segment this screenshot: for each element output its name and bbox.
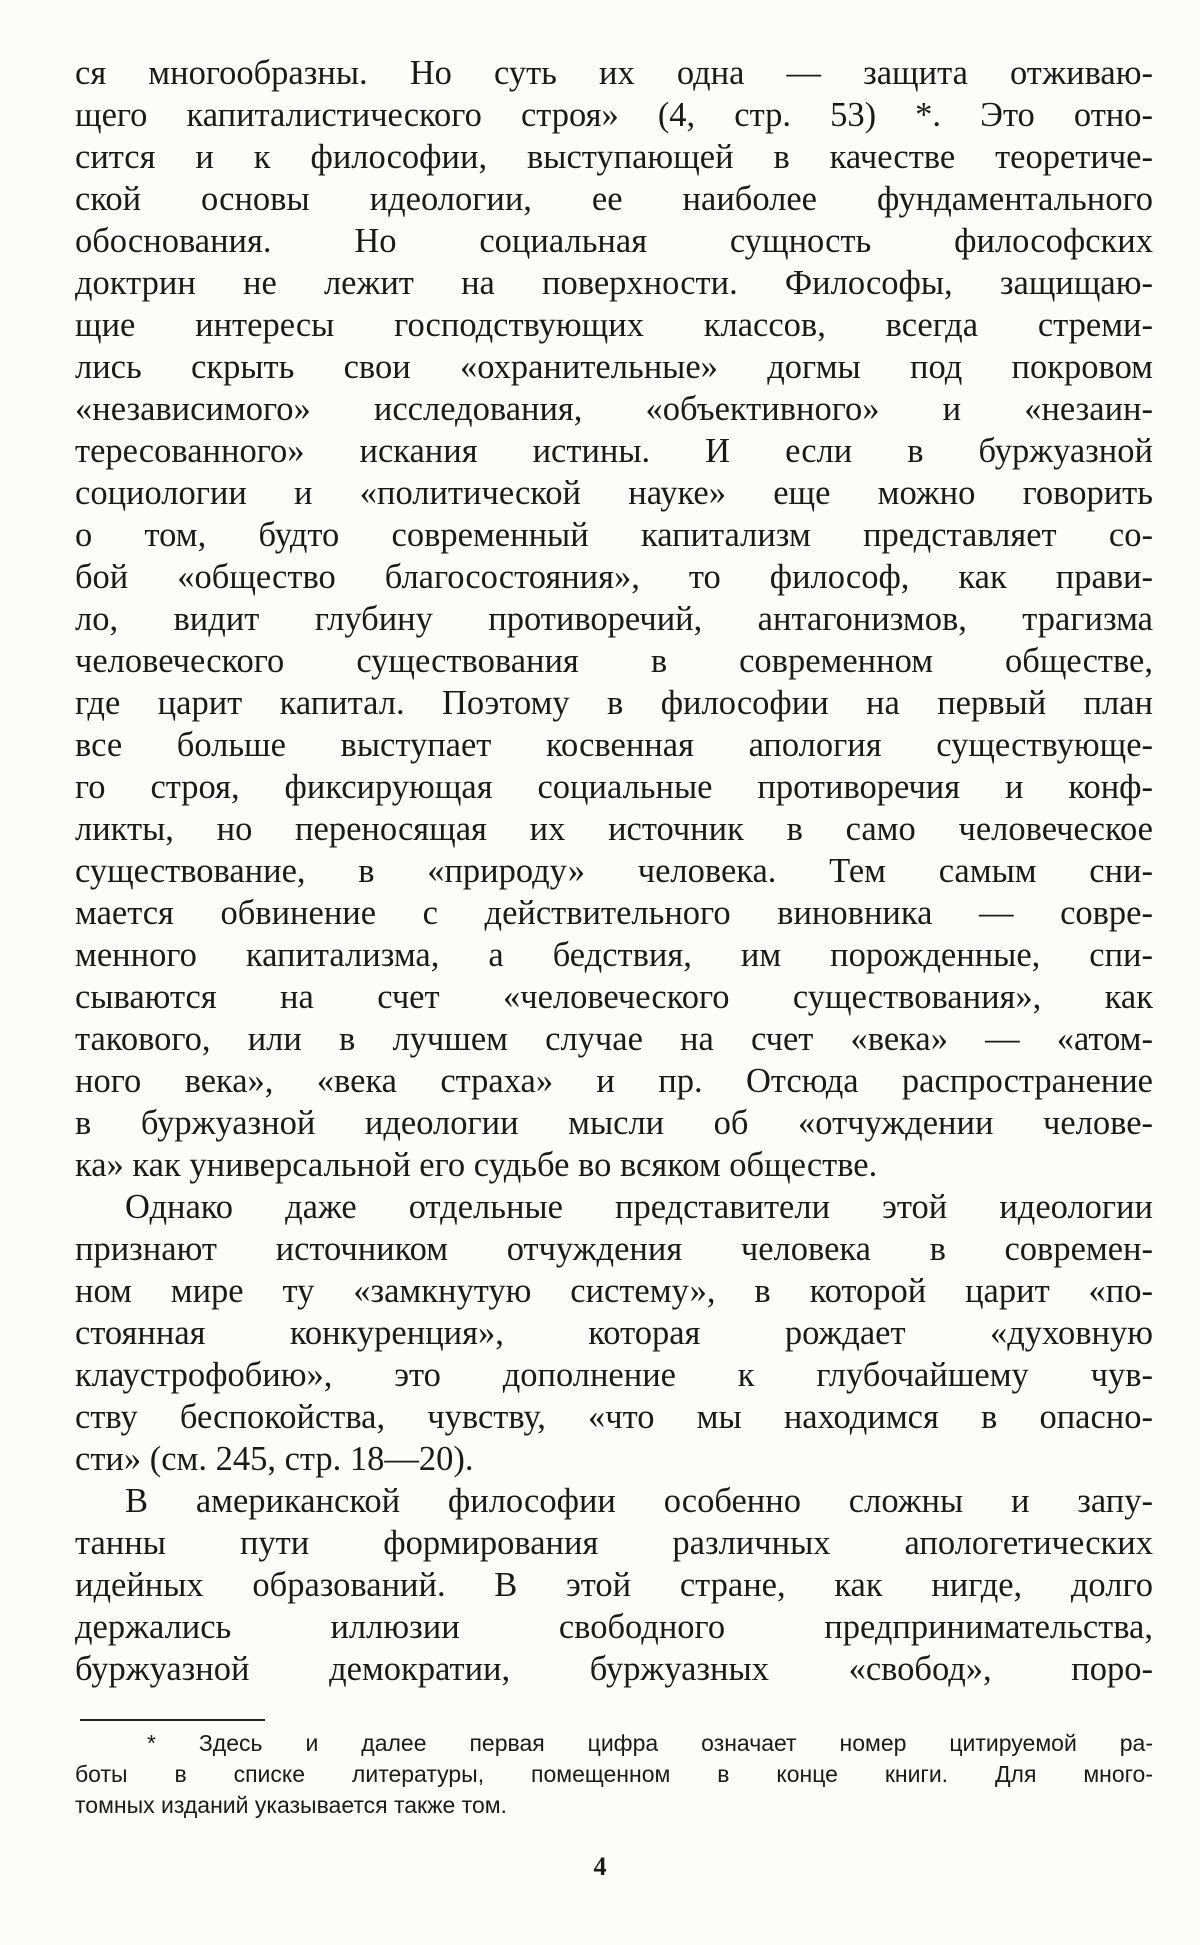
text-line: танны пути формирования различных апологетических [75, 1524, 1153, 1562]
text-line: го строя, фиксирующая социальные противоречия и конф- [75, 768, 1153, 806]
text-line: ся многообразны. Но суть их одна — защита отживаю- [75, 54, 1153, 92]
text-line: ской основы идеологии, ее наиболее фундаментального [75, 180, 1153, 218]
text-line: щего капиталистического строя» (4, стр. 53) *. Это отно- [75, 96, 1153, 134]
text-line: человеческого существования в современном обществе, [75, 642, 1153, 680]
text-line: ло, видит глубину противоречий, антагонизмов, трагизма [75, 600, 1153, 638]
text-line: социологии и «политической науке» еще можно говорить [75, 474, 1153, 512]
footnote [75, 1728, 1153, 1821]
text-line: где царит капитал. Поэтому в философии на первый план [75, 684, 1153, 722]
footnote-line: * Здесь и далее первая цифра означает номер цитируемой ра- [147, 1730, 1153, 1756]
text-line: клаустрофобию», это дополнение к глубочайшему чув- [75, 1356, 1153, 1394]
text-line: идейных образований. В этой стране, как нигде, долго [75, 1566, 1153, 1604]
text-line: стоянная конкуренция», которая рождает «духовную [75, 1314, 1153, 1352]
text-line: признают источником отчуждения человека в современ- [75, 1230, 1153, 1268]
text-line: держались иллюзии свободного предпринимательства, [75, 1608, 1153, 1646]
paragraph-start-line: В американской философии особенно сложны и запу- [125, 1482, 1153, 1520]
text-line: существование, в «природу» человека. Тем самым сни- [75, 852, 1153, 890]
paragraph-start-line: Однако даже отдельные представители этой идеологии [125, 1188, 1153, 1226]
main-text [75, 52, 1153, 1690]
text-line: бой «общество благосостояния», то философ, как прави- [75, 558, 1153, 596]
text-line: такового, или в лучшем случае на счет «века» — «атом- [75, 1020, 1153, 1058]
text-line: доктрин не лежит на поверхности. Философы, защищаю- [75, 264, 1153, 302]
paragraph-end-line: сти» (см. 245, стр. 18—20). [75, 1440, 474, 1478]
text-line: «независимого» исследования, «объективного» и «незаин- [75, 390, 1153, 428]
text-line: ству беспокойства, чувству, «что мы находимся в опасно- [75, 1398, 1153, 1436]
text-line: тересованного» искания истины. И если в буржуазной [75, 432, 1153, 470]
text-line: мается обвинение с действительного виновника — совре- [75, 894, 1153, 932]
text-line: ном мире ту «замкнутую систему», в которой царит «по- [75, 1272, 1153, 1310]
text-line: менного капитализма, а бедствия, им порожденные, спи- [75, 936, 1153, 974]
text-line: щие интересы господствующих классов, всегда стреми- [75, 306, 1153, 344]
text-line: сится и к философии, выступающей в качестве теоретиче- [75, 138, 1153, 176]
text-line: ликты, но переносящая их источник в само человеческое [75, 810, 1153, 848]
text-line: буржуазной демократии, буржуазных «свобод», поро- [75, 1650, 1153, 1688]
text-line: в буржуазной идеологии мысли об «отчуждении челове- [75, 1104, 1153, 1142]
text-line: о том, будто современный капитализм представляет со- [75, 516, 1153, 554]
text-line: лись скрыть свои «охранительные» догмы под покровом [75, 348, 1153, 386]
footnote-divider [80, 1719, 265, 1721]
text-line: обоснования. Но социальная сущность философских [75, 222, 1153, 260]
footnote-line: томных изданий указывается также том. [75, 1792, 507, 1818]
page-number: 4 [593, 1852, 607, 1881]
paragraph-end-line: ка» как универсальной его судьбе во всяком обществе. [75, 1146, 878, 1184]
text-line: сываются на счет «человеческого существования», как [75, 978, 1153, 1016]
text-line: все больше выступает косвенная апология существующе- [75, 726, 1153, 764]
footnote-line: боты в списке литературы, помещенном в конце книги. Для много- [75, 1761, 1153, 1787]
text-line: ного века», «века страха» и пр. Отсюда распространение [75, 1062, 1153, 1100]
